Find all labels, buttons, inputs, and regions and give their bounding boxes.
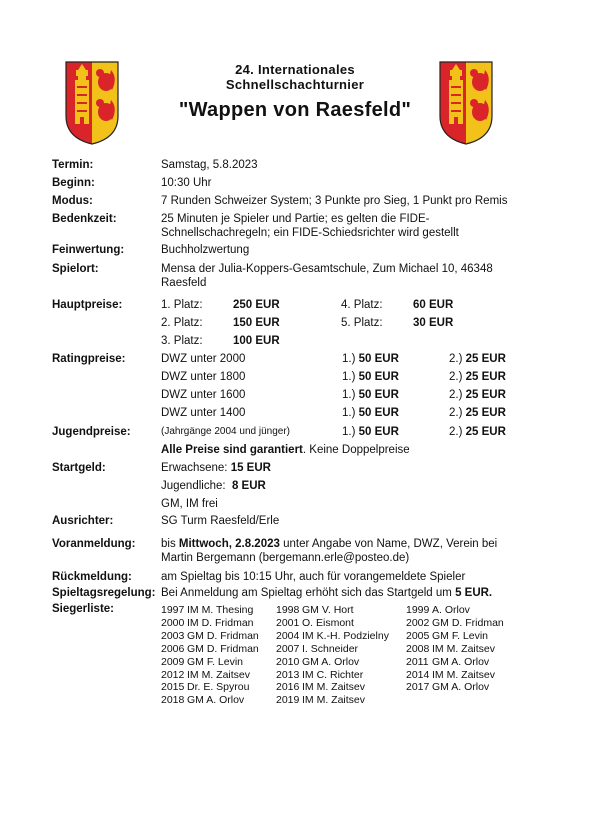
voranmeldung-post: unter Angabe von Name, DWZ, Verein bei bbox=[279, 538, 498, 550]
rating-second-place: 2.) bbox=[449, 389, 463, 401]
winner-entry bbox=[276, 669, 389, 682]
beginn-label: Beginn: bbox=[52, 177, 95, 189]
fee-youth bbox=[161, 479, 266, 493]
spieltagsregelung-text: Bei Anmeldung am Spieltag erhöht sich das Startgeld um bbox=[161, 587, 456, 599]
voranmeldung-pre: bis bbox=[161, 538, 179, 550]
prize-place: 2. Platz: bbox=[161, 317, 203, 329]
winner-year: 2008 bbox=[406, 642, 430, 655]
winner-year: 1998 bbox=[276, 604, 300, 616]
termin-label: Termin: bbox=[52, 159, 94, 171]
youth-category: (Jahrgänge 2004 und jünger) bbox=[161, 426, 290, 437]
winner-name: GM A. Orlov bbox=[302, 655, 360, 668]
winner-year: 2012 bbox=[161, 668, 185, 681]
winner-entry bbox=[276, 643, 389, 656]
ausrichter-value: SG Turm Raesfeld/Erle bbox=[161, 515, 280, 527]
fee-adults-label: Erwachsene: bbox=[161, 462, 228, 474]
winner-name: GM D. Fridman bbox=[187, 629, 259, 642]
rating-category: DWZ unter 1800 bbox=[161, 371, 246, 383]
winner-year: 1999 bbox=[406, 604, 430, 616]
winner-year: 2014 bbox=[406, 668, 430, 681]
rating-first bbox=[342, 406, 399, 420]
winner-entry bbox=[406, 630, 504, 643]
winner-name: GM A. Orlov bbox=[432, 655, 490, 668]
rating-first-amount: 50 EUR bbox=[358, 353, 399, 365]
winner-entry bbox=[406, 604, 504, 617]
rueckmeldung-value: am Spieltag bis 10:15 Uhr, auch für vorangemeldete Spieler bbox=[161, 571, 466, 583]
winner-name: IM M. Zaitsev bbox=[302, 681, 366, 694]
prize-2 bbox=[161, 316, 280, 330]
winner-entry bbox=[276, 630, 389, 643]
prize-place: 5. Platz: bbox=[341, 317, 383, 329]
winner-year: 2005 bbox=[406, 629, 430, 642]
winner-entry bbox=[161, 630, 259, 643]
rating-category: DWZ unter 1400 bbox=[161, 407, 246, 419]
rating-first-amount: 50 EUR bbox=[358, 407, 399, 419]
winner-name: GM F. Levin bbox=[432, 629, 489, 642]
winner-entry bbox=[406, 617, 504, 630]
rating-second bbox=[449, 388, 506, 402]
winner-entry bbox=[276, 617, 389, 630]
jugendpreise-label: Jugendpreise: bbox=[52, 426, 131, 438]
winner-year: 2011 bbox=[406, 655, 429, 668]
fee-youth-label: Jugendliche: bbox=[161, 480, 226, 492]
coat-of-arms-right-icon bbox=[438, 60, 494, 146]
youth-second-amount: 25 EUR bbox=[465, 426, 506, 438]
winner-year: 2009 bbox=[161, 655, 185, 668]
winner-year: 2000 bbox=[161, 616, 185, 629]
winner-entry bbox=[276, 604, 389, 617]
youth-first-amount: 50 EUR bbox=[358, 426, 399, 438]
prize-place: 1. Platz: bbox=[161, 299, 203, 311]
winners-column-3 bbox=[406, 604, 504, 694]
rating-first-amount: 50 EUR bbox=[358, 371, 399, 383]
header-line-1: 24. Internationales bbox=[235, 62, 355, 77]
winner-entry bbox=[406, 643, 504, 656]
winner-year: 2003 bbox=[161, 629, 185, 642]
youth-first bbox=[342, 425, 399, 439]
prize-1 bbox=[161, 298, 280, 312]
rating-second-amount: 25 EUR bbox=[465, 389, 506, 401]
winner-entry bbox=[161, 656, 259, 669]
winner-name: IM M. Zaitsev bbox=[432, 668, 496, 681]
rating-second bbox=[449, 352, 506, 366]
rating-first bbox=[342, 370, 399, 384]
startgeld-label: Startgeld: bbox=[52, 462, 106, 474]
winner-entry bbox=[161, 617, 259, 630]
prize-3 bbox=[161, 334, 280, 348]
winner-name: IM M. Thesing bbox=[187, 604, 254, 616]
prize-amount: 30 EUR bbox=[413, 317, 454, 329]
winner-year: 2006 bbox=[161, 642, 185, 655]
rating-second bbox=[449, 370, 506, 384]
fee-gm-im: GM, IM frei bbox=[161, 498, 218, 510]
winner-year: 2018 bbox=[161, 694, 185, 707]
rating-first bbox=[342, 352, 399, 366]
tournament-title: "Wappen von Raesfeld" bbox=[178, 99, 412, 121]
winner-name: GM A. Orlov bbox=[187, 694, 245, 707]
spieltagsregelung-value bbox=[161, 586, 531, 600]
modus-value: 7 Runden Schweizer System; 3 Punkte pro Sieg, 1 Punkt pro Remis bbox=[161, 195, 508, 207]
winner-entry bbox=[161, 643, 259, 656]
winner-year: 2013 bbox=[276, 668, 300, 681]
spieltagsregelung-amount: 5 EUR. bbox=[455, 587, 493, 599]
youth-second bbox=[449, 425, 506, 439]
siegerliste-label: Siegerliste: bbox=[52, 603, 114, 615]
rating-second-amount: 25 EUR bbox=[465, 353, 506, 365]
prize-amount: 100 EUR bbox=[233, 335, 280, 347]
prize-place: 4. Platz: bbox=[341, 299, 383, 311]
spieltagsregelung-label: Spieltagsregelung: bbox=[52, 587, 156, 599]
winner-entry bbox=[406, 681, 504, 694]
rating-second-amount: 25 EUR bbox=[465, 407, 506, 419]
winner-name: IM C. Richter bbox=[302, 668, 364, 681]
bedenkzeit-label: Bedenkzeit: bbox=[52, 213, 117, 225]
winners-column-2 bbox=[276, 604, 389, 707]
prize-amount: 150 EUR bbox=[233, 317, 280, 329]
spielort-label: Spielort: bbox=[52, 263, 99, 275]
document-header bbox=[150, 62, 440, 123]
bedenkzeit-value: 25 Minuten je Spieler und Partie; es gelten die FIDE-Schnellschachregeln; ein FIDE-Schiedsrichter wird gestellt bbox=[161, 213, 459, 239]
rating-second bbox=[449, 406, 506, 420]
prizes-guaranteed: Alle Preise sind garantiert bbox=[161, 444, 303, 456]
voranmeldung-deadline: Mittwoch, 2.8.2023 bbox=[178, 538, 280, 550]
ausrichter-label: Ausrichter: bbox=[52, 515, 114, 527]
modus-label: Modus: bbox=[52, 195, 93, 207]
termin-value: Samstag, 5.8.2023 bbox=[161, 159, 258, 171]
winner-entry bbox=[161, 604, 259, 617]
prizes-note-rest: . Keine Doppelpreise bbox=[302, 444, 410, 456]
winner-name: IM D. Fridman bbox=[187, 616, 254, 629]
winner-year: 2001 bbox=[276, 616, 300, 629]
rueckmeldung-label: Rückmeldung: bbox=[52, 571, 132, 583]
voranmeldung-contact: Martin Bergemann (bergemann.erle@posteo.de) bbox=[161, 552, 410, 564]
winner-year: 2017 bbox=[406, 681, 430, 694]
prize-place: 3. Platz: bbox=[161, 335, 203, 347]
winner-year: 2010 bbox=[276, 655, 300, 668]
beginn-value: 10:30 Uhr bbox=[161, 177, 212, 189]
winner-entry bbox=[276, 681, 389, 694]
winner-year: 1997 bbox=[161, 604, 185, 616]
winner-year: 2002 bbox=[406, 616, 430, 629]
youth-first-place: 1.) bbox=[342, 426, 356, 438]
rating-second-amount: 25 EUR bbox=[465, 371, 506, 383]
winner-entry bbox=[161, 681, 259, 694]
winner-year: 2015 bbox=[161, 681, 185, 694]
winner-name: IM M. Zaitsev bbox=[432, 642, 496, 655]
winner-entry bbox=[161, 669, 259, 682]
fee-youth-amount: 8 EUR bbox=[231, 480, 266, 492]
fee-adults-amount: 15 EUR bbox=[230, 462, 271, 474]
winners-column-1 bbox=[161, 604, 259, 707]
winner-year: 2016 bbox=[276, 681, 300, 694]
winner-entry bbox=[406, 656, 504, 669]
rating-category: DWZ unter 1600 bbox=[161, 389, 246, 401]
winner-name: GM A. Orlov bbox=[432, 681, 490, 694]
winner-name: GM F. Levin bbox=[187, 655, 244, 668]
winner-name: IM K.-H. Podzielny bbox=[302, 629, 389, 642]
feinwertung-label: Feinwertung: bbox=[52, 244, 125, 256]
ratingpreise-label: Ratingpreise: bbox=[52, 353, 126, 365]
rating-first-place: 1.) bbox=[342, 353, 356, 365]
winner-name: IM M. Zaitsev bbox=[302, 694, 366, 707]
prize-amount: 250 EUR bbox=[233, 299, 280, 311]
rating-second-place: 2.) bbox=[449, 353, 463, 365]
winner-name: I. Schneider bbox=[302, 642, 359, 655]
voranmeldung-value bbox=[161, 537, 531, 551]
rating-first-place: 1.) bbox=[342, 371, 356, 383]
fee-adults bbox=[161, 461, 271, 475]
rating-first bbox=[342, 388, 399, 402]
prize-5 bbox=[341, 316, 453, 330]
header-line-2: Schnellschachturnier bbox=[225, 77, 365, 92]
prize-amount: 60 EUR bbox=[413, 299, 454, 311]
winner-name: GM D. Fridman bbox=[432, 616, 504, 629]
rating-first-place: 1.) bbox=[342, 407, 356, 419]
rating-second-place: 2.) bbox=[449, 407, 463, 419]
youth-second-place: 2.) bbox=[449, 426, 463, 438]
prizes-note bbox=[161, 443, 410, 457]
winner-year: 2004 bbox=[276, 629, 300, 642]
winner-name: GM V. Hort bbox=[302, 604, 354, 616]
winner-name: Dr. E. Spyrou bbox=[187, 681, 250, 694]
winner-entry bbox=[276, 694, 389, 707]
winner-year: 2019 bbox=[276, 694, 300, 707]
winner-name: A. Orlov bbox=[432, 604, 470, 616]
coat-of-arms-left-icon bbox=[64, 60, 120, 146]
hauptpreise-label: Hauptpreise: bbox=[52, 299, 123, 311]
voranmeldung-label: Voranmeldung: bbox=[52, 538, 136, 550]
rating-category: DWZ unter 2000 bbox=[161, 353, 246, 365]
prize-4 bbox=[341, 298, 453, 312]
winner-name: O. Eismont bbox=[302, 616, 354, 629]
rating-first-place: 1.) bbox=[342, 389, 356, 401]
spielort-value: Mensa der Julia-Koppers-Gesamtschule, Zum Michael 10, 46348 Raesfeld bbox=[161, 263, 493, 289]
winner-name: GM D. Fridman bbox=[187, 642, 259, 655]
winner-entry bbox=[276, 656, 389, 669]
winner-name: IM M. Zaitsev bbox=[187, 668, 251, 681]
winner-year: 2007 bbox=[276, 642, 300, 655]
winner-entry bbox=[161, 694, 259, 707]
winner-entry bbox=[406, 669, 504, 682]
rating-second-place: 2.) bbox=[449, 371, 463, 383]
rating-first-amount: 50 EUR bbox=[358, 389, 399, 401]
feinwertung-value: Buchholzwertung bbox=[161, 244, 250, 256]
